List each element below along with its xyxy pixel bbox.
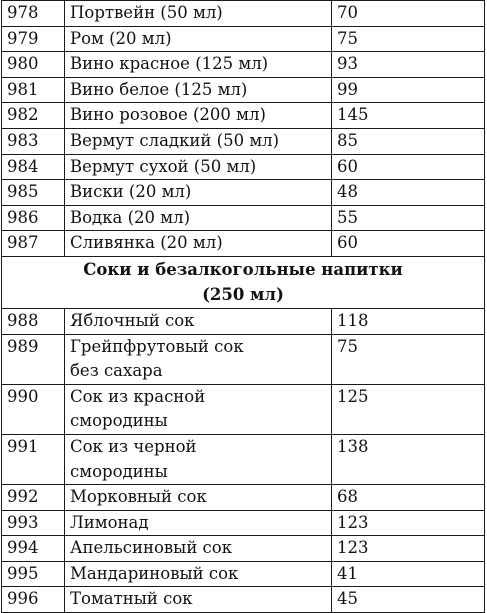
drink-name: Портвейн (50 мл) [65,1,332,27]
table-row [2,587,485,613]
drink-name: Апельсиновый сок [65,536,332,562]
calorie-value: 138 [332,434,485,484]
drink-name: Ром (20 мл) [65,26,332,52]
calorie-value: 70 [332,1,485,27]
row-number: 995 [2,561,65,587]
row-number: 978 [2,1,65,27]
drink-name: Вермут сладкий (50 мл) [65,128,332,154]
calorie-value: 60 [332,154,485,180]
drink-name-line: Грейпфрутовый сок [70,336,244,356]
row-number: 979 [2,26,65,52]
calorie-table [1,0,485,613]
drink-name: Сливянка (20 мл) [65,231,332,257]
row-number: 991 [2,434,65,484]
row-number: 985 [2,180,65,206]
section-volume: (250 мл) [202,285,284,305]
calorie-value: 68 [332,485,485,511]
drink-name: Вино красное (125 мл) [65,52,332,78]
section-header [2,256,485,308]
row-number: 989 [2,334,65,384]
calorie-value: 99 [332,77,485,103]
calorie-value: 75 [332,334,485,384]
drink-name [65,334,332,384]
row-number: 994 [2,536,65,562]
row-number: 980 [2,52,65,78]
row-number: 983 [2,128,65,154]
calorie-value: 123 [332,536,485,562]
table-row [2,231,485,257]
row-number: 993 [2,510,65,536]
drink-name-line: смородины [70,461,168,481]
table-row [2,308,485,334]
table-row [2,561,485,587]
table-row [2,536,485,562]
row-number: 981 [2,77,65,103]
section-title: Соки и безалкогольные напитки [83,259,403,279]
row-number: 996 [2,587,65,613]
drink-name: Лимонад [65,510,332,536]
drink-name-line: без сахара [70,361,163,381]
drink-name: Вермут сухой (50 мл) [65,154,332,180]
drink-name: Вино розовое (200 мл) [65,103,332,129]
drink-name [65,434,332,484]
calorie-value: 118 [332,308,485,334]
table-row [2,1,485,27]
table-row [2,384,485,434]
table-row [2,510,485,536]
calorie-value: 93 [332,52,485,78]
table-row [2,52,485,78]
calorie-value: 60 [332,231,485,257]
drink-name: Мандариновый сок [65,561,332,587]
table-row [2,77,485,103]
table-row [2,205,485,231]
row-number: 992 [2,485,65,511]
calorie-value: 45 [332,587,485,613]
row-number: 982 [2,103,65,129]
section-header-row [2,256,485,308]
drink-name [65,384,332,434]
calorie-value: 123 [332,510,485,536]
table-row [2,154,485,180]
row-number: 986 [2,205,65,231]
drink-name-line: смородины [70,411,168,431]
drink-name: Яблочный сок [65,308,332,334]
table-row [2,180,485,206]
calorie-value: 41 [332,561,485,587]
calorie-value: 75 [332,26,485,52]
table-row [2,26,485,52]
row-number: 987 [2,231,65,257]
calorie-value: 145 [332,103,485,129]
drink-name: Виски (20 мл) [65,180,332,206]
drink-name: Водка (20 мл) [65,205,332,231]
drink-name-line: Сок из красной [70,386,206,406]
row-number: 990 [2,384,65,434]
drink-name: Морковный сок [65,485,332,511]
table-row [2,128,485,154]
table-row [2,334,485,384]
table-row [2,103,485,129]
drink-name: Томатный сок [65,587,332,613]
table-row [2,485,485,511]
calorie-value: 48 [332,180,485,206]
calorie-value: 85 [332,128,485,154]
row-number: 988 [2,308,65,334]
table-row [2,434,485,484]
drink-name-line: Сок из черной [70,436,197,456]
calorie-value: 125 [332,384,485,434]
calorie-value: 55 [332,205,485,231]
row-number: 984 [2,154,65,180]
drink-name: Вино белое (125 мл) [65,77,332,103]
